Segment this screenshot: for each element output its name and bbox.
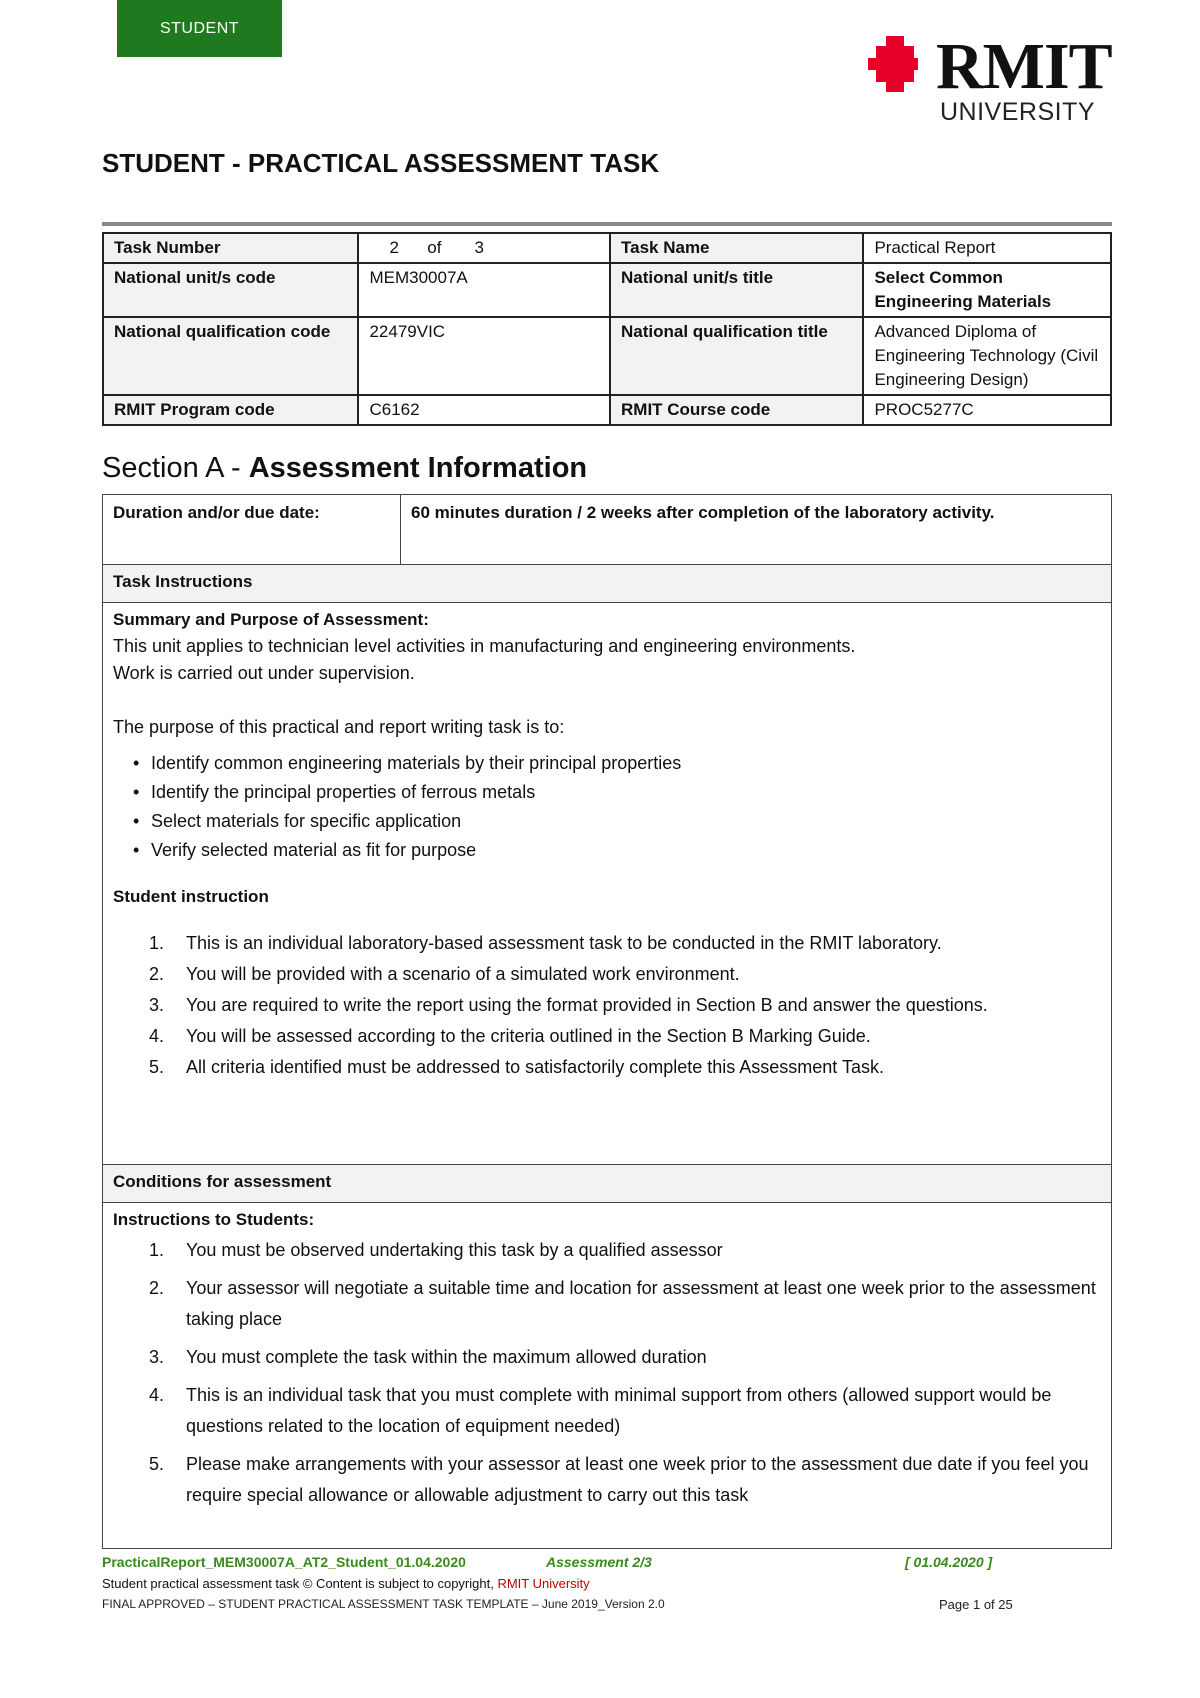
task-instructions-body bbox=[103, 603, 1112, 1165]
task-number-label: Task Number bbox=[103, 233, 358, 263]
unit-code-value: MEM30007A bbox=[358, 263, 610, 317]
list-item-text: You must be observed undertaking this task by a qualified assessor bbox=[186, 1240, 723, 1260]
unit-title-value: Select Common Engineering Materials bbox=[863, 263, 1111, 317]
logo-subtext: UNIVERSITY bbox=[940, 98, 1096, 126]
task-name-label: Task Name bbox=[610, 233, 863, 263]
footer-template: FINAL APPROVED – STUDENT PRACTICAL ASSESSMENT TASK TEMPLATE – June 2019_Version 2.0 bbox=[102, 1597, 665, 1611]
summary-heading: Summary and Purpose of Assessment: bbox=[113, 610, 429, 629]
qualification-title-value: Advanced Diploma of Engineering Technology (Civil Engineering Design) bbox=[863, 317, 1111, 395]
list-item: 3. You are required to write the report using the format provided in Section B and answer the questions. bbox=[149, 995, 988, 1015]
table-row bbox=[103, 603, 1112, 1165]
section-a-prefix: Section A - bbox=[102, 452, 249, 484]
footer-copyright bbox=[102, 1576, 1112, 1591]
list-item: • Identify common engineering materials by their principal properties bbox=[151, 749, 1101, 778]
page-footer bbox=[102, 1554, 1112, 1615]
table-row bbox=[103, 263, 1111, 317]
summary-line: Work is carried out under supervision. bbox=[113, 663, 415, 683]
student-instruction-heading: Student instruction bbox=[113, 887, 269, 906]
list-item-text: You are required to write the report using the format provided in Section B and answer the questions. bbox=[186, 995, 988, 1015]
list-item-text: Please make arrangements with your assessor at least one week prior to the assessment due date if you feel you require special allowance or allowable adjustment to carry out this task bbox=[186, 1454, 1089, 1505]
conditions-list bbox=[113, 1235, 1101, 1511]
table-row bbox=[103, 495, 1112, 565]
program-code-label: RMIT Program code bbox=[103, 395, 358, 425]
list-item-text: You must complete the task within the maximum allowed duration bbox=[186, 1347, 707, 1367]
copyright-text: Student practical assessment task © Content is subject to copyright, bbox=[102, 1576, 498, 1591]
table-row bbox=[103, 233, 1111, 263]
title-divider bbox=[102, 222, 1112, 226]
course-code-label: RMIT Course code bbox=[610, 395, 863, 425]
table-row bbox=[103, 395, 1111, 425]
student-badge: STUDENT bbox=[117, 0, 282, 57]
footer-filename: PracticalReport_MEM30007A_AT2_Student_01.04.2020 bbox=[102, 1554, 466, 1570]
table-row bbox=[103, 1165, 1112, 1203]
list-item-text: This is an individual task that you must complete with minimal support from others (allowed support would be questions related to the location of equipment needed) bbox=[186, 1385, 1052, 1436]
task-instructions-band: Task Instructions bbox=[103, 565, 1112, 603]
list-item-text: Your assessor will negotiate a suitable time and location for assessment at least one week prior to the assessment taking place bbox=[186, 1278, 1096, 1329]
list-item-text: This is an individual laboratory-based assessment task to be conducted in the RMIT laboratory. bbox=[186, 933, 942, 953]
unit-title-label: National unit/s title bbox=[610, 263, 863, 317]
conditions-body bbox=[103, 1203, 1112, 1549]
copyright-org: RMIT University bbox=[497, 1576, 590, 1591]
qualification-title-label: National qualification title bbox=[610, 317, 863, 395]
conditions-band: Conditions for assessment bbox=[103, 1165, 1112, 1203]
list-item: • Select materials for specific application bbox=[151, 807, 1101, 836]
list-item: • Identify the principal properties of ferrous metals bbox=[151, 778, 1101, 807]
footer-assessment: Assessment 2/3 bbox=[546, 1554, 652, 1570]
footer-line-1 bbox=[102, 1554, 1112, 1574]
summary-line: This unit applies to technician level activities in manufacturing and engineering environments. bbox=[113, 636, 856, 656]
purpose-list bbox=[113, 749, 1101, 865]
assessment-info-table bbox=[102, 494, 1112, 1549]
list-item-text: You will be assessed according to the criteria outlined in the Section B Marking Guide. bbox=[186, 1026, 871, 1046]
instructions-heading: Instructions to Students: bbox=[113, 1210, 315, 1229]
list-item: 1. This is an individual laboratory-based assessment task to be conducted in the RMIT laboratory. bbox=[149, 933, 942, 953]
task-info-table bbox=[102, 232, 1112, 426]
table-row bbox=[103, 317, 1111, 395]
list-item: 5. All criteria identified must be addressed to satisfactorily complete this Assessment Task. bbox=[149, 1057, 884, 1077]
rmit-pixel-mark-icon bbox=[864, 34, 934, 94]
list-item: 2. You will be provided with a scenario of a simulated work environment. bbox=[149, 964, 740, 984]
task-name-value: Practical Report bbox=[863, 233, 1111, 263]
qualification-code-label: National qualification code bbox=[103, 317, 358, 395]
list-item-text: You will be provided with a scenario of a simulated work environment. bbox=[186, 964, 740, 984]
list-item: 4. This is an individual task that you must complete with minimal support from others (allowed support would be questions related to the location of equipment needed) bbox=[149, 1385, 1052, 1436]
due-date-label: Duration and/or due date: bbox=[103, 495, 401, 565]
list-item: • Verify selected material as fit for purpose bbox=[151, 836, 1101, 865]
qualification-code-value: 22479VIC bbox=[358, 317, 610, 395]
list-item-text: All criteria identified must be addressed to satisfactorily complete this Assessment Task. bbox=[186, 1057, 884, 1077]
list-item: 1. You must be observed undertaking this task by a qualified assessor bbox=[149, 1240, 723, 1260]
unit-code-label: National unit/s code bbox=[103, 263, 358, 317]
program-code-value: C6162 bbox=[358, 395, 610, 425]
section-a-title: Assessment Information bbox=[248, 452, 588, 484]
table-row bbox=[103, 1203, 1112, 1549]
due-date-value: 60 minutes duration / 2 weeks after completion of the laboratory activity. bbox=[401, 495, 1112, 565]
list-item: 3. You must complete the task within the maximum allowed duration bbox=[149, 1347, 707, 1367]
task-number-value: 2 of 3 bbox=[358, 233, 610, 263]
footer-line-3 bbox=[102, 1597, 1112, 1615]
list-item: 4. You will be assessed according to the criteria outlined in the Section B Marking Guide. bbox=[149, 1026, 871, 1046]
table-row bbox=[103, 565, 1112, 603]
list-item: 2. Your assessor will negotiate a suitable time and location for assessment at least one week prior to the assessment taking place bbox=[149, 1278, 1096, 1329]
page-number: Page 1 of 25 bbox=[939, 1597, 1013, 1612]
student-instruction-list bbox=[113, 928, 1101, 1083]
logo-wordmark: RMIT bbox=[936, 30, 1112, 103]
purpose-intro: The purpose of this practical and report writing task is to: bbox=[113, 717, 565, 737]
document-title: STUDENT - PRACTICAL ASSESSMENT TASK bbox=[102, 148, 660, 178]
list-item: 5. Please make arrangements with your assessor at least one week prior to the assessment due date if you feel you require special allowance or allowable adjustment to carry out this task bbox=[149, 1454, 1089, 1505]
footer-date: [ 01.04.2020 ] bbox=[905, 1554, 993, 1570]
course-code-value: PROC5277C bbox=[863, 395, 1111, 425]
section-a-heading bbox=[102, 452, 587, 485]
rmit-logo bbox=[864, 30, 1114, 126]
